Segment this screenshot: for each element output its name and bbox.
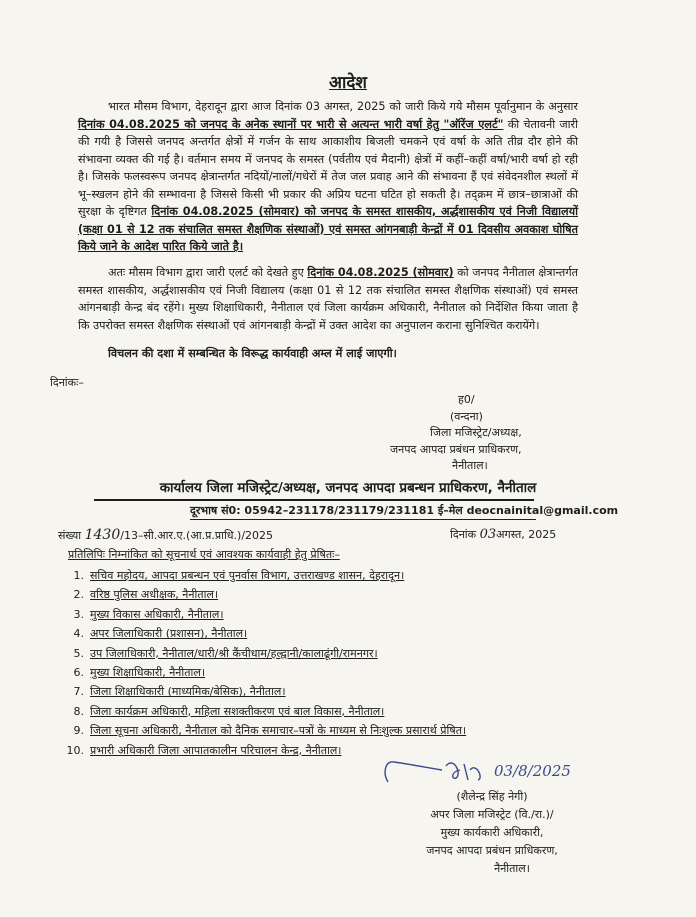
list-item-text: वरिष्ठ पुलिस अधीक्षक, नैनीताल। (90, 588, 219, 602)
list-item (58, 605, 466, 624)
copy-list (58, 566, 466, 760)
list-item-number: 8. (73, 704, 84, 718)
list-item-text: जिला शिक्षाधिकारी (माध्यमिक/बेसिक), नैनीताल। (90, 685, 286, 699)
list-item (58, 585, 466, 604)
reference-number (58, 527, 273, 543)
list-item-number: 4. (73, 627, 84, 641)
list-item (58, 644, 466, 663)
signature-scribble-icon (380, 752, 610, 790)
list-item-text: मुख्य शिक्षाधिकारी, नैनीताल। (90, 665, 206, 679)
signatory-1-block (390, 392, 610, 475)
handwritten-signature (380, 752, 610, 790)
signatory-2-name: (शैलेन्द्र सिंह नेगी) (456, 790, 528, 803)
reference-date (450, 527, 556, 542)
list-item-number: 1. (73, 569, 84, 582)
reference-handwritten-number: 1430 (84, 527, 121, 543)
list-item-text: जिला कार्यक्रम अधिकारी, महिला सशक्तीकरण एवं बाल विकास, नैनीताल। (90, 704, 385, 718)
para1-highlight-alert: दिनांक 04.08.2025 को जनपद के अनेक स्थानों पर भारी से अत्यन्त भारी वर्षा हेतु "ऑरेंज एलर्ट" (78, 117, 504, 131)
list-item-text: उप जिलाधिकारी, नैनीताल/धारी/श्री कैंचीधाम/हल्द्वानी/कालाढूंगी/रामनगर। (90, 646, 378, 660)
list-item-number: 5. (73, 646, 84, 660)
phone-divider (190, 519, 536, 520)
order-paragraph-1 (78, 98, 578, 256)
list-item-number: 2. (73, 588, 84, 602)
office-phone-email: दूरभाष सं0: 05942–231178/231179/231181 ई–मेल deocnainital@gmail.com (190, 504, 619, 517)
signature-date: 03/8/2025 (494, 762, 571, 780)
header-divider (94, 499, 534, 501)
order-paragraph-3 (78, 345, 578, 363)
list-item (58, 721, 466, 740)
para1-highlight-holiday: दिनांक 04.08.2025 (सोमवार) को जनपद के समस्त शासकीय, अर्द्धशासकीय एवं निजी विद्यालयों (कक्षा 01 से 12 तक संचालित समस्त शैक्षणिक संस्थाओं) एवं समस्त आंगनबाड़ी केन्द्रों में 01 दिवसीय अवकाश घोषित किये जाने के आदेश पारित किये जाते है। (78, 205, 578, 253)
list-item-number: 10. (66, 743, 84, 757)
list-item-text: सचिव महोदय, आपदा प्रबन्धन एवं पुनर्वास विभाग, उत्तराखण्ड शासन, देहरादून। (90, 569, 405, 582)
para2-part-c: को जनपद नैनीताल क्षेत्रान्तर्गत समस्त शासकीय, अर्द्धशासकीय एवं निजी विद्यालय (कक्षा 01 से 12 तक संचालित समस्त शैक्षणिक संस्थाओं) एवं समस्त आंगनबाड़ी केन्द्र बंद रहेंगे। मुख्य शिक्षाधिकारी, नैनीताल एवं जिला कार्यक्रम अधिकारी, नैनीताल को निर्देशित किया जाता है कि उपरोक्त समस्त शैक्षणिक संस्थाओं एवं आंगनबाड़ी केन्द्रों में उक्त आदेश का अनुपालन कराना सुनिश्चित करायेंगे। (78, 266, 578, 332)
para1-part-a: भारत मौसम विभाग, देहरादून द्वारा आज दिनांक 03 अगस्त, 2025 को जारी किये गये मौसम पूर्वानुमान के अनुसार (108, 100, 578, 113)
reference-date-label: दिनांक (450, 528, 477, 541)
signatory-1-designation-1: जिला मजिस्ट्रेट/अध्यक्ष, (430, 426, 522, 439)
para2-part-a: अतः मौसम विभाग द्वारा जारी एलर्ट को देखते हुए (108, 266, 308, 279)
signatory-2-designation-2: मुख्य कार्यकारी अधिकारी, (440, 826, 544, 839)
list-item (58, 702, 466, 721)
reference-code: /13–सी.आर.ए.(आ.प्र.प्राधि.)/2025 (120, 529, 274, 542)
list-item-text: जिला सूचना अधिकारी, नैनीताल को दैनिक समाचार–पत्रों के माध्यम से निःशुल्क प्रसारार्थ प्रेषित। (90, 724, 467, 738)
list-item-text: प्रभारी अधिकारी जिला आपातकालीन परिचालन केन्द्र, नैनीताल। (90, 743, 342, 757)
order-date-label: दिनांकः– (50, 376, 84, 389)
list-item-number: 6. (73, 665, 84, 679)
list-item (58, 682, 466, 701)
signatory-1-designation-2: जनपद आपदा प्रबंधन प्राधिकरण, (390, 442, 522, 456)
signatory-2-designation-3: जनपद आपदा प्रबंधन प्राधिकरण, (426, 844, 558, 857)
signatory-2-block (372, 788, 612, 878)
reference-date-rest: अगस्त, 2025 (496, 528, 557, 541)
copy-heading: प्रतिलिपिः निम्नांकित को सूचनार्थ एवं आवश्यक कार्यवाही हेतु प्रेषितः– (68, 548, 340, 561)
order-paragraph-2 (78, 264, 578, 334)
order-title: आदेश (329, 73, 367, 93)
reference-date-handwritten: 03 (479, 527, 497, 542)
signatory-2-place: नैनीताल। (494, 862, 530, 875)
list-item (58, 624, 466, 643)
list-item-text: अपर जिलाधिकारी (प्रशासन), नैनीताल। (90, 627, 248, 641)
signatory-1-sd: ह0/ (458, 393, 475, 406)
list-item-text: मुख्य विकास अधिकारी, नैनीताल। (90, 607, 224, 621)
list-item (58, 566, 466, 585)
signatory-1-name: (वन्दना) (450, 409, 483, 423)
list-item-number: 3. (73, 607, 84, 621)
list-item-number: 7. (73, 685, 84, 699)
signatory-2-designation-1: अपर जिला मजिस्ट्रेट (वि./रा.)/ (430, 808, 554, 821)
office-header: कार्यालय जिला मजिस्ट्रेट/अध्यक्ष, जनपद आपदा प्रबन्धन प्राधिकरण, नैनीताल (159, 480, 537, 496)
reference-label: संख्या (58, 529, 82, 542)
para2-highlight-date: दिनांक 04.08.2025 (सोमवार) (307, 266, 454, 279)
signatory-1-place: नैनीताल। (452, 459, 488, 472)
para1-part-c: की चेतावनी जारी की गयी है जिससे जनपद अन्तर्गत क्षेत्रों में गर्जन के साथ आकाशीय बिजली चमकने एवं वर्षा के अति तीव्र दौर होने की संभावना व्यक्त की गई है। वर्तमान समय में जनपद के समस्त (पर्वतीय एवं मैदानी) क्षेत्रों में कहीं–कहीं वर्षा/भारी वर्षा हो रही है। जिसके फलस्वरूप जनपद क्षेत्रान्तर्गत नदियों/नालों/गधेरों में तेज जल प्रवाह आने की संभावना हैं एवं संवेदनशील स्थलों में भू–स्खलन होने की सम्भावना है जिससे किसी भी प्रकार की अप्रिय घटना घटित हो सकती है। तद्क्रम में छात्र–छात्राओं की सुरक्षा के दृष्टिगत (78, 117, 578, 218)
para3-text: विचलन की दशा में सम्बन्धित के विरूद्ध कार्यवाही अम्ल में लाई जाएगी। (108, 347, 397, 360)
list-item-number: 9. (73, 724, 84, 738)
list-item (58, 663, 466, 682)
